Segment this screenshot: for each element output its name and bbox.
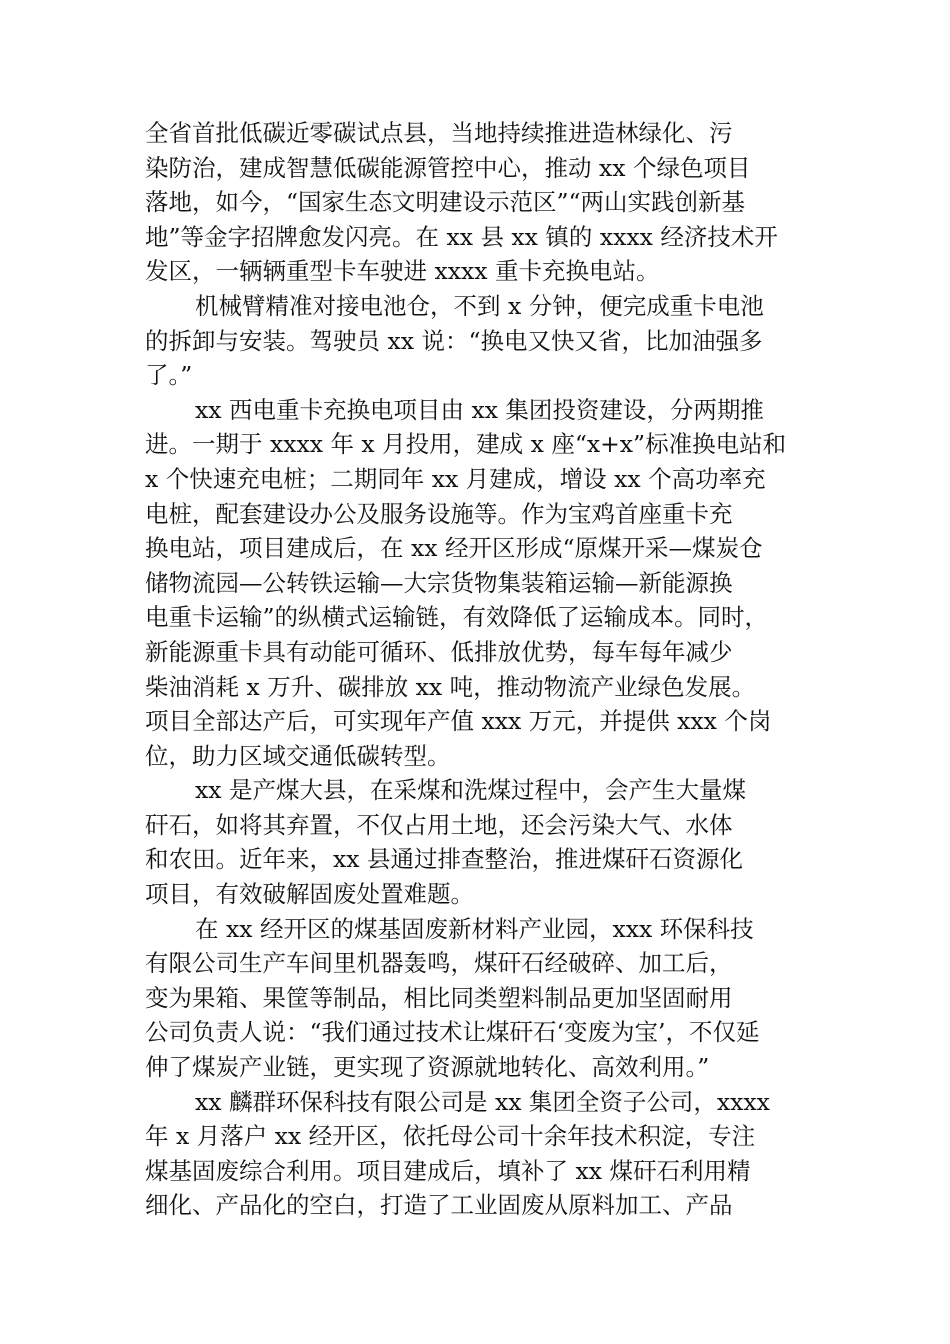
text-line: 位，助力区域交通低碳转型。: [145, 741, 451, 770]
text-line: 全省首批低碳近零碳试点县，当地持续推进造林绿化、污: [145, 119, 733, 147]
text-line: 新能源重卡具有动能可循环、低排放优势，每车每年减少: [145, 637, 733, 666]
text-line: 柴油消耗 x 万升、碳排放 xx 吨，推动物流产业绿色发展。: [145, 672, 756, 701]
text-line: 有限公司生产车间里机器轰鸣，煤矸石经破碎、加工后，: [145, 949, 733, 978]
text-line: 煤基固废综合利用。项目建成后，填补了 xx 煤矸石利用精: [145, 1156, 751, 1185]
text-line: 项目全部达产后，可实现年产值 xxx 万元，并提供 xxx 个岗: [145, 707, 772, 736]
text-line: 地”等金字招牌愈发闪亮。在 xx 县 xx 镇的 xxxx 经济技术开: [145, 222, 778, 251]
text-line: 机械臂精准对接电池仓，不到 x 分钟，便完成重卡电池: [195, 291, 764, 320]
text-line: 落地，如今，“国家生态文明建设示范区”“两山实践创新基: [145, 188, 746, 217]
text-line: 伸了煤炭产业链，更实现了资源就地转化、高效利用。”: [145, 1053, 710, 1082]
text-line: xx 麟群环保科技有限公司是 xx 集团全资子公司，xxxx: [195, 1087, 770, 1116]
text-line: 细化、产品化的空白，打造了工业固废从原料加工、产品: [145, 1191, 733, 1220]
paragraph: [145, 773, 825, 911]
paragraph: [145, 289, 825, 393]
text-line: xx 西电重卡充换电项目由 xx 集团投资建设，分两期推: [195, 395, 764, 424]
text-line: 变为果箱、果筐等制品，相比同类塑料制品更加坚固耐用: [145, 983, 733, 1012]
text-line: 了。”: [145, 361, 193, 390]
text-line: 项目，有效破解固废处置难题。: [145, 880, 474, 909]
text-line: 发区，一辆辆重型卡车驶进 xxxx 重卡充换电站。: [145, 257, 660, 286]
text-line: 年 x 月落户 xx 经开区，依托母公司十余年技术积淀，专注: [145, 1122, 756, 1151]
paragraph: [145, 1085, 825, 1223]
text-line: 在 xx 经开区的煤基固废新材料产业园，xxx 环保科技: [195, 914, 754, 943]
paragraph: [145, 393, 825, 774]
text-line: 和农田。近年来，xx 县通过排查整治，推进煤矸石资源化: [145, 845, 743, 874]
text-line: 的拆卸与安装。驾驶员 xx 说：“换电又快又省，比加油强多: [145, 326, 763, 355]
text-line: 电桩，配套建设办公及服务设施等。作为宝鸡首座重卡充: [145, 499, 733, 528]
paragraph: [145, 116, 825, 289]
text-line: 储物流园—公转铁运输—大宗货物集装箱运输—新能源换: [145, 568, 733, 597]
paragraph: [145, 912, 825, 1085]
document-body: [145, 116, 825, 1223]
text-line: x 个快速充电桩；二期同年 xx 月建成，增设 xx 个高功率充: [145, 464, 766, 493]
text-line: 染防治，建成智慧低碳能源管控中心，推动 xx 个绿色项目: [145, 153, 751, 182]
text-line: 换电站，项目建成后，在 xx 经开区形成“原煤开采—煤炭仓: [145, 534, 763, 563]
text-line: 电重卡运输”的纵横式运输链，有效降低了运输成本。同时，: [145, 603, 769, 632]
text-line: xx 是产煤大县，在采煤和洗煤过程中，会产生大量煤: [195, 776, 746, 805]
text-line: 进。一期于 xxxx 年 x 月投用，建成 x 座“x+x”标准换电站和: [145, 430, 787, 459]
text-line: 矸石，如将其弃置，不仅占用土地，还会污染大气、水体: [145, 810, 733, 839]
text-line: 公司负责人说：“我们通过技术让煤矸石‘变废为宝’，不仅延: [145, 1018, 760, 1047]
